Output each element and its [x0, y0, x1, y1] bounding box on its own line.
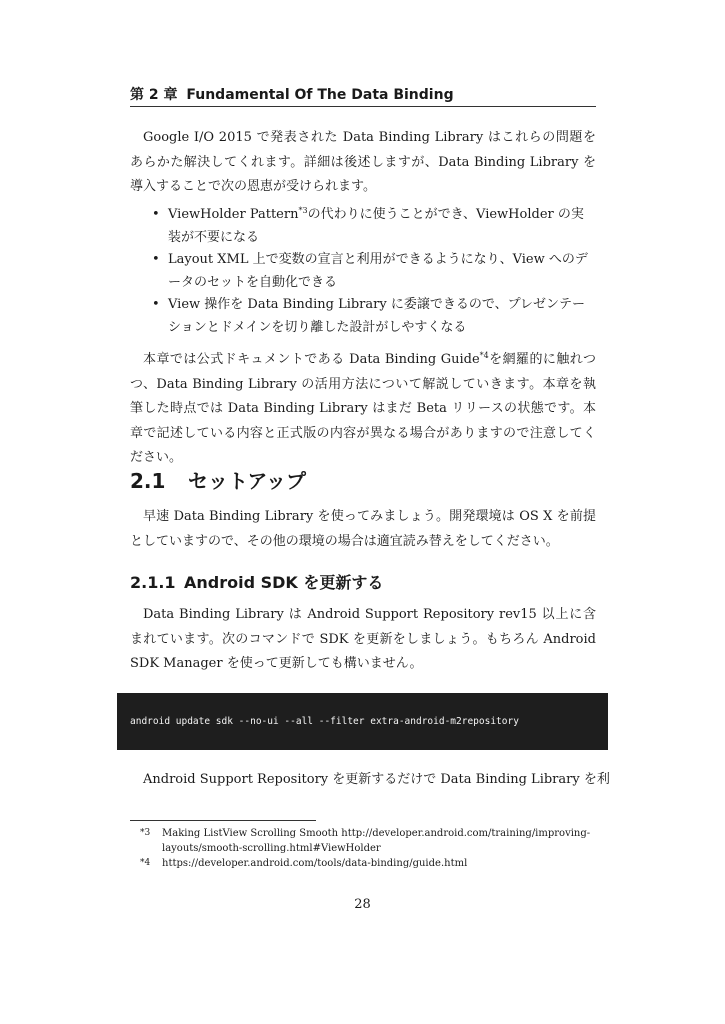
paragraph-text: 本章では公式ドキュメントである Data Binding Guide [143, 352, 480, 367]
section-number: 2.1 [130, 469, 166, 493]
footnote-ref[interactable]: *3 [298, 206, 308, 215]
footnote-mark: *3 [140, 828, 151, 838]
subsection-number: 2.1.1 [130, 573, 176, 592]
footnote [140, 826, 610, 856]
section-title: セットアップ [188, 469, 306, 493]
benefits-list [152, 204, 596, 339]
chapter-label: 第 2 章 [130, 87, 178, 103]
trailing-paragraph: Android Support Repository を更新するだけで Data Binding Library を利 [143, 772, 610, 787]
footnote-mark: *4 [140, 858, 151, 868]
section-paragraph: 早速 Data Binding Library を使ってみましょう。開発環境は OS X を前提としていますので、その他の環境の場合は適宜読み替えをしてください。 [130, 509, 596, 549]
chapter-paragraph-block [130, 348, 596, 471]
page-number: 28 [354, 897, 371, 912]
subsection-paragraph-block [130, 603, 596, 677]
intro-paragraph-block [130, 126, 596, 200]
list-item-text: Layout XML 上で変数の宣言と利用ができるようになり、View へのデータのセットを自動化できる [168, 252, 588, 290]
chapter-title: Fundamental Of The Data Binding [186, 87, 454, 103]
footnote-text[interactable]: Making ListView Scrolling Smooth http://developer.android.com/training/improving-layouts/smooth-scrolling.html#ViewHolder [162, 828, 591, 854]
list-item [152, 294, 596, 339]
chapter-paragraph [130, 348, 596, 471]
intro-paragraph: Google I/O 2015 で発表された Data Binding Library はこれらの問題をあらかた解決してくれます。詳細は後述しますが、Data Binding Library を導入することで次の恩恵が受けられます。 [130, 130, 596, 194]
trailing-paragraph-block [130, 768, 610, 793]
list-item [152, 204, 596, 249]
list-item-text: の代わりに使うことができ、ViewHolder の実装が不要になる [168, 207, 584, 245]
section-heading [130, 468, 596, 494]
footnotes [140, 826, 610, 871]
footnote [140, 856, 610, 871]
footnote-divider [130, 820, 316, 821]
subsection-title: Android SDK を更新する [184, 573, 384, 592]
footnote-ref[interactable]: *4 [479, 351, 489, 360]
footnote-text[interactable]: https://developer.android.com/tools/data-binding/guide.html [162, 858, 468, 869]
list-item-text: View 操作を Data Binding Library に委譲できるので、プレゼンテーションとドメインを切り離した設計がしやすくなる [168, 297, 586, 335]
section-paragraph-block [130, 505, 596, 554]
subsection-paragraph: Data Binding Library は Android Support Repository rev15 以上に含まれています。次のコマンドで SDK を更新をしましょう。もちろん Android SDK Manager を使って更新しても構いません。 [130, 607, 596, 671]
code-block[interactable]: android update sdk --no-ui --all --filter extra-android-m2repository [117, 693, 608, 750]
list-item [152, 249, 596, 294]
paragraph-text: を網羅的に触れつつ、Data Binding Library の活用方法について解説していきます。本章を執筆した時点では Data Binding Library はまだ Beta リリースの状態です。本章で記述している内容と正式版の内容が異なる場合がありますので注意してください。 [130, 352, 596, 465]
running-header [130, 86, 596, 107]
list-item-text: ViewHolder Pattern [168, 207, 299, 222]
subsection-heading [130, 573, 596, 593]
